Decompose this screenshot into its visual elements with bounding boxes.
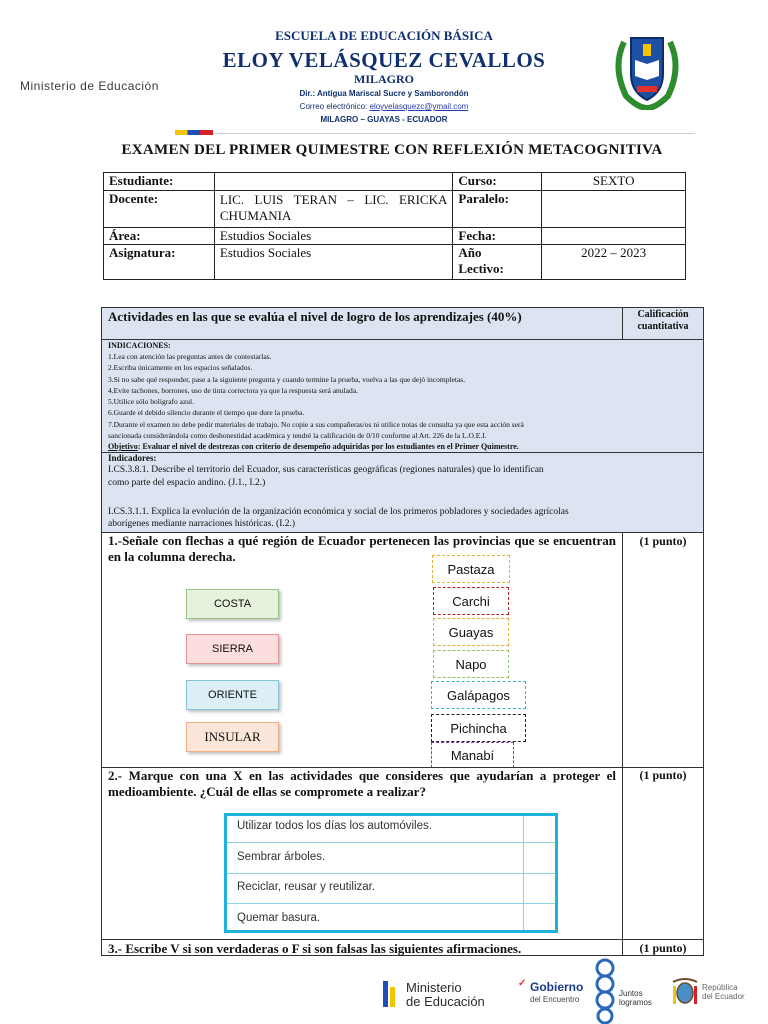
q2-points: (1 punto) — [639, 768, 687, 782]
objetivo-label: Objetivo — [108, 442, 138, 451]
province-galapagos[interactable]: Galápagos — [431, 681, 526, 709]
estudiante-label: Estudiante: — [104, 173, 215, 191]
estudiante-field[interactable] — [214, 173, 452, 191]
asignatura-value: Estudios Sociales — [214, 245, 452, 280]
area-label: Área: — [104, 228, 215, 245]
header-divider — [622, 307, 623, 340]
region-sierra[interactable]: SIERRA — [186, 634, 279, 664]
objetivo-text: : Evaluar el nivel de destrezas con criterio de desempeño adquiridas por los estudiantes en el Primer Quimestre. — [137, 442, 519, 451]
gobierno-check-icon: ✓ — [518, 978, 527, 989]
footer-juntos-1: Juntos — [619, 989, 643, 998]
footer-gobierno-2: del Encuentro — [530, 995, 580, 1004]
footer-ministerio-2: de Educación — [406, 994, 485, 1009]
paralelo-field[interactable] — [542, 191, 686, 228]
indicadores-title: Indicadores: — [108, 453, 157, 463]
anio-label-1: Año — [458, 245, 482, 260]
docente-label: Docente: — [104, 191, 215, 228]
ministerio-logo-text: Ministerio de Educación — [20, 79, 159, 93]
anio-label-2: Lectivo: — [458, 261, 504, 276]
instruction-1: 1.Lea con atención las preguntas antes de contestarlas. — [108, 352, 272, 361]
curso-value: SEXTO — [542, 173, 686, 191]
tricolor-stripe — [175, 130, 213, 135]
ecuador-coat-of-arms-icon — [669, 976, 701, 1006]
area-value: Estudios Sociales — [214, 228, 452, 245]
anio-lectivo-value: 2022 – 2023 — [542, 245, 686, 280]
school-location: MILAGRO – GUAYAS - ECUADOR — [320, 115, 448, 124]
activity-divider — [227, 903, 555, 904]
paralelo-label: Paralelo: — [453, 191, 542, 228]
q1-text: 1.-Señale con flechas a qué región de Ecuador pertenecen las provincias que se encuentran en la columna derecha. — [108, 533, 616, 564]
instruction-3: 3.Si no sabe qué responder, pase a la siguiente pregunta y cuando termine la prueba, vuelva a las que dejó incompletas. — [108, 375, 466, 384]
province-pastaza[interactable]: Pastaza — [432, 555, 510, 583]
instruction-7-cont: sancionada considerándola como deshonestidad académica y tendré la calificación de 0/10 conforme al Art. 226 de la L.O.E.I. — [108, 431, 487, 440]
footer-republica-2: del Ecuador — [702, 992, 745, 1001]
region-costa[interactable]: COSTA — [186, 589, 279, 619]
province-guayas[interactable]: Guayas — [433, 618, 509, 646]
instruction-5: 5.Utilice sólo bolígrafo azul. — [108, 397, 195, 406]
footer-gobierno — [530, 982, 583, 1005]
ministerio-icon — [381, 979, 399, 1009]
region-oriente[interactable]: ORIENTE — [186, 680, 279, 710]
activity-1: Utilizar todos los días los automóviles. — [237, 820, 432, 832]
footer-ministerio — [406, 981, 485, 1009]
curso-label: Curso: — [453, 173, 542, 191]
indicator-1-line-2: como parte del espacio andino. (J.1., I.2.) — [108, 478, 266, 488]
q3-text: 3.- Escribe V si son verdaderas o F si son falsas las siguientes afirmaciones. — [108, 941, 522, 956]
activity-divider — [227, 842, 555, 843]
indicaciones-title: INDICACIONES: — [108, 341, 171, 350]
activity-4: Quemar basura. — [237, 912, 321, 924]
section-title: Actividades en las que se evalúa el nivel de logro de los aprendizajes (40%) — [108, 309, 522, 324]
q1-points: (1 punto) — [639, 534, 687, 548]
province-carchi[interactable]: Carchi — [433, 587, 509, 615]
docente-value: LIC. LUIS TERAN – LIC. ERICKA CHUMANIA — [214, 191, 452, 228]
school-crest-icon — [604, 22, 690, 110]
activity-2: Sembrar árboles. — [237, 851, 326, 863]
instruction-2: 2.Escriba únicamente en los espacios señalados. — [108, 363, 253, 372]
school-type: ESCUELA DE EDUCACIÓN BÁSICA — [275, 28, 493, 43]
objetivo-line — [108, 442, 519, 451]
province-manabi[interactable]: Manabí — [431, 742, 514, 768]
email-label: Correo electrónico: — [299, 102, 368, 111]
footer-juntos-2: logramos — [619, 998, 652, 1007]
instruction-6: 6.Guarde el debido silencio durante el tiempo que dure la prueba. — [108, 408, 305, 417]
school-name: ELOY VELÁSQUEZ CEVALLOS — [222, 48, 546, 72]
footer-gobierno-1: Gobierno — [530, 980, 584, 994]
footer-ministerio-1: Ministerio — [406, 980, 462, 995]
school-address: Dir.: Antigua Mariscal Sucre y Samborondón — [299, 89, 469, 98]
footer-republica-1: República — [702, 983, 738, 992]
indicator-2-line-1: I.CS.3.1.1. Explica la evolución de la organización económica y social de los primeros pobladores y sociedades agrícolas — [108, 507, 569, 517]
province-pichincha[interactable]: Pichincha — [431, 714, 526, 742]
header-rule — [213, 133, 695, 134]
footer-republica — [702, 983, 745, 1001]
email-link[interactable]: eloyvelasquezc@ymail.com — [369, 102, 469, 111]
indicator-2-line-2: aborígenes mediante narraciones históricas. (I.2.) — [108, 519, 296, 529]
anio-lectivo-label — [453, 245, 542, 280]
student-info-table — [103, 172, 686, 280]
q3-top-rule — [101, 939, 704, 940]
exam-title: EXAMEN DEL PRIMER QUIMESTRE CON REFLEXIÓN METACOGNITIVA — [121, 142, 663, 158]
footer-juntos — [619, 989, 652, 1007]
region-insular[interactable]: INSULAR — [186, 722, 279, 752]
asignatura-label: Asignatura: — [104, 245, 215, 280]
instruction-4: 4.Evite tachones, borrones, uso de tinta correctora ya que la respuesta será anulada. — [108, 386, 358, 395]
fecha-field[interactable] — [542, 228, 686, 245]
indicators-separator — [101, 452, 704, 453]
calificacion-header: Calificación cuantitativa — [637, 309, 689, 332]
activity-3: Reciclar, reusar y reutilizar. — [237, 881, 376, 893]
school-city: MILAGRO — [354, 72, 414, 86]
indicator-1-line-1: I.CS.3.8.1. Describe el territorio del Ecuador, sus características geográficas (regiones naturales) que lo identifican — [108, 465, 544, 475]
instruction-7: 7.Durante el examen no debe pedir materiales de trabajo. No copie a sus compañeras/os ni utilice notas de consulta ya que esta acción será — [108, 420, 524, 429]
q3-points: (1 punto) — [639, 941, 687, 955]
points-column-divider — [622, 532, 623, 956]
activity-divider — [227, 873, 555, 874]
q2-text: 2.- Marque con una X en las actividades que consideres que ayudarían a proteger el medioambiente. ¿Cuál de ellas se compromete a realizar? — [108, 768, 616, 799]
province-napo[interactable]: Napo — [433, 650, 509, 678]
fecha-label: Fecha: — [453, 228, 542, 245]
rings-logo-icon — [594, 958, 616, 1024]
